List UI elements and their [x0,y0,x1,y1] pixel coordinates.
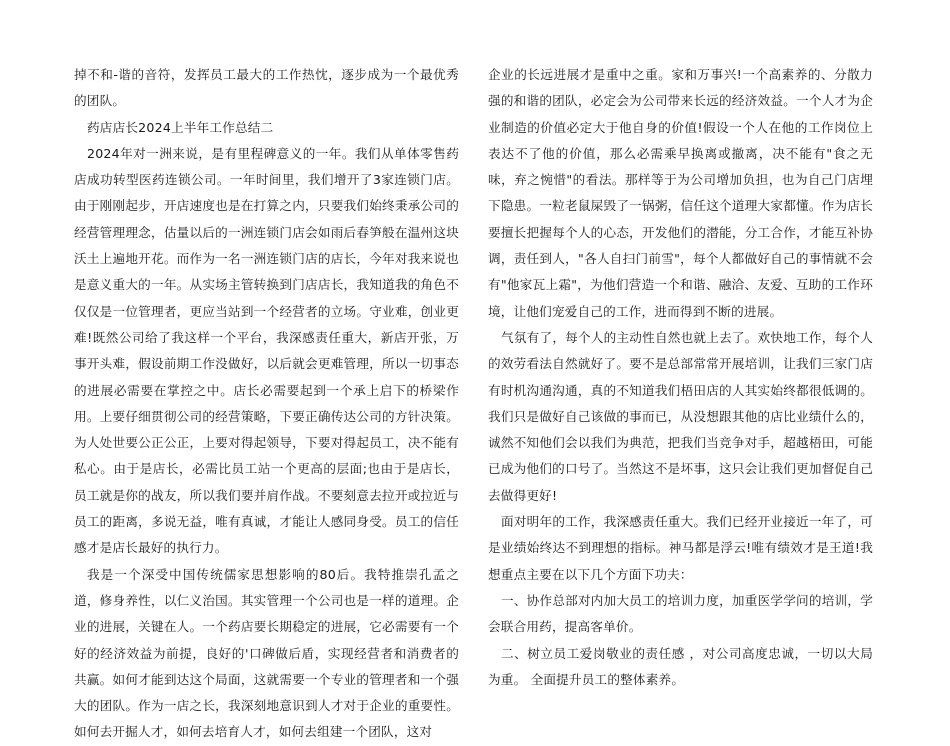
paragraph-atmosphere: 气氛有了，每个人的主动性自然也就上去了。欢快地工作，每个人的效劳看法自然就好了。要不是总部常常开展培训，让我们三家门店有时机沟通沟通，真的不知道我们梧田店的人其实始终都很低调的。我们只是做好自己该做的事而已，从没想跟其他的店比业绩什么的，诚然不知他们会以我们为典范，把我们当竞争对手，超越梧田，可能已成为他们的口号了。当然这不是坏事，这只会让我们更加督促自己去做得更好! [488,329,873,503]
paragraph-year-review: 2024年对一洲来说，是有里程碑意义的一年。我们从单体零售药店成功转型医药连锁公司。一年时间里，我们增开了3家连锁门店。由于刚刚起步，开店速度也是在打算之内，只要我们始终秉承公司的经营管理理念，估量以后的一洲连锁门店会如雨后春笋般在温州这块沃土上遍地开花。而作为一名一洲连锁门店的店长，今年对我来说也是意义重大的一年。从实场主管转换到门店店长，我知道我的角色不仅仅是一位管理者，更应当站到一个经营者的立场。守业难，创业更难!既然公司给了我这样一个平台，我深感责任重大，新店开张，万事开头难，假设前期工作没做好，以后就会更难管理，所以一切事态的进展必需要在掌控之中。店长必需要起到一个承上启下的桥梁作用。上要仔细贯彻公司的经营策略，下要正确传达公司的方针决策。为人处世要公正公正，上要对得起领导，下要对得起员工，决不能有私心。由于是店长，必需比员工站一个更高的层面;也由于是店长，员工就是你的战友，所以我们要并肩作战。不要刻意去拉开或拉近与员工的距离，多说无益，唯有真诚，才能让人感同身受。员工的信任感才是店长最好的执行力。 [74,145,459,556]
paragraph-team-development: 企业的长远进展才是重中之重。家和万事兴!一个高素养的、分散力强的和谐的团队，必定会为公司带来长远的经济效益。一个人才为企业制造的价值必定大于他自身的价值!假设一个人在他的工作岗位上表达不了他的价值，那么必需乘早换离或撤离，决不能有"食之无味，弃之惋惜"的看法。那样等于为公司增加负担，也为自己门店埋下隐患。一粒老鼠屎毁了一锅粥，信任这个道理大家都懂。作为店长要擅长把握每个人的心态，开发他们的潜能，分工合作，才能互补协调，责任到人，"各人自扫门前雪"，每个人都做好自己的事情就不会有"他家瓦上霜"，为他们营造一个和谐、融洽、友爱、互助的工作环境，让他们宠爱自己的工作，进而得到不断的进展。 [488,67,873,319]
list-item-responsibility: 二、树立员工爱岗敬业的责任感 ，对公司高度忠诚，一切以大局为重。 全面提升员工的整体素养。 [488,645,873,687]
list-item-training: 一、协作总部对内加大员工的培训力度，加重医学学问的培训，学会联合用药，提高客单价。 [488,592,873,635]
paragraph-continuation: 掉不和-谐的音符，发挥员工最大的工作热忱，逐步成为一个最优秀的团队。 [74,67,459,109]
paragraph-next-year: 面对明年的工作，我深感责任重大。我们已经开业接近一年了，可是业绩始终达不到理想的指标。神马都是浮云!唯有绩效才是王道!我想重点主要在以下几个方面下功夫： [488,514,873,582]
left-column [74,62,459,746]
paragraph-philosophy: 我是一个深受中国传统儒家思想影响的80后。我特推崇孔孟之道，修身养性，以仁义治国。其实管理一个公司也是一样的道理。企业的进展，关键在人。一个药店要长期稳定的进展，它必需要有一个好的经济效益为前提，良好的'口碑做后盾，实现经营者和消费者的共赢。如何才能到达这个局面，这就需要一个专业的管理者和一个强大的团队。作为一店之长，我深刻地意识到人才对于企业的重要性。如何去开掘人才，如何去培育人才，如何去组建一个团队，这对 [74,566,459,740]
right-column [488,62,873,693]
section-heading: 药店店长2024上半年工作总结二 [87,119,274,135]
